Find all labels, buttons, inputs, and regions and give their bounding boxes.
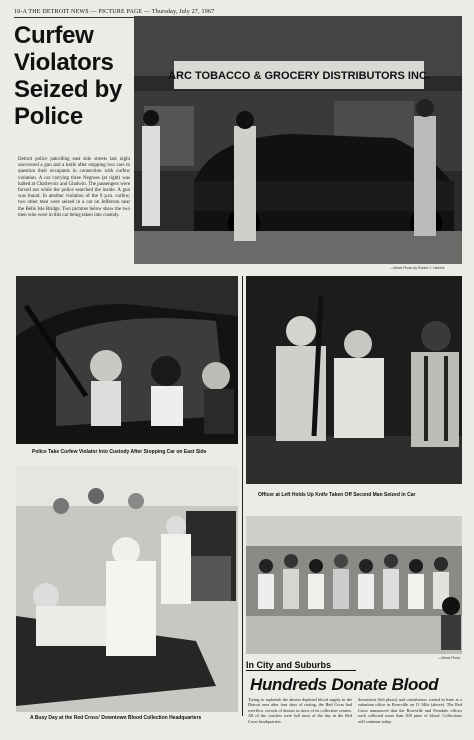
caption-left-middle: Police Take Curfew Violator Into Custody After Stopping Car on East Side	[32, 449, 207, 455]
photo-credit-bottom: —News Photo	[438, 656, 461, 660]
blood-story-col1: Trying to replenish the almost depleted blood supply in the Detroit area after four days of rioting, the Red Cross had overflow crowds of donors in most of its collection centers. All of the couches were full most of the day in the Red Cross headquarters	[248, 697, 352, 724]
column-divider	[242, 276, 243, 716]
caption-left-bottom: A Busy Day at the Red Cross' Downtown Blood Collection Headquarters	[30, 715, 202, 721]
headline-line: Violators	[14, 49, 114, 76]
headline-line: Curfew	[14, 22, 94, 49]
page-header: 10-A THE DETROIT NEWS — PICTURE PAGE — Thursday, July 27, 1967	[14, 8, 462, 18]
blood-story-col2: downtown (left photo) and contributors waited in lines at a suburban office in Roseville on 11 Mile (above). The Red Cross announced that the Roseville and Ferndale offices each collected more than 500 pints of blood. Collections will continue today.	[358, 697, 462, 724]
photo-blood-donor-line	[246, 516, 462, 654]
story-body: Detroit police patrolling east side streets last night uncovered a gun and a knife after stopping two cars to question their occupants in connection with curfew violation. A car carrying three Negroes (at right) was halted at Charlevoix and Gladwin. The passengers were forced out while the police searched the inside. A gun was found. In another violation of the 9 p.m. curfew, two other men were seized in a car on Jefferson near the Belle Isle Bridge. Two pictures below show the two men who were in this car being taken into custody.	[18, 157, 130, 218]
caption-right-middle: Officer at Left Holds Up Knife Taken Off Second Man Seized in Car	[258, 492, 416, 498]
store-sign-text: ARC TOBACCO & GROCERY DISTRIBUTORS INC.	[168, 70, 430, 82]
photo-violator-in-car	[16, 276, 238, 444]
section-kicker: In City and Suburbs	[246, 660, 356, 671]
main-headline	[14, 22, 132, 130]
photo-credit: —News Photo by Robert J. Nickels	[390, 266, 445, 270]
headline-line: Seized by	[14, 76, 123, 103]
blood-headline: Hundreds Donate Blood	[250, 675, 439, 694]
photo-curfew-arrest-street	[134, 16, 462, 264]
photo-officer-holding-knife	[246, 276, 462, 484]
headline-line: Police	[14, 103, 83, 130]
photo-red-cross-donors	[16, 466, 238, 712]
